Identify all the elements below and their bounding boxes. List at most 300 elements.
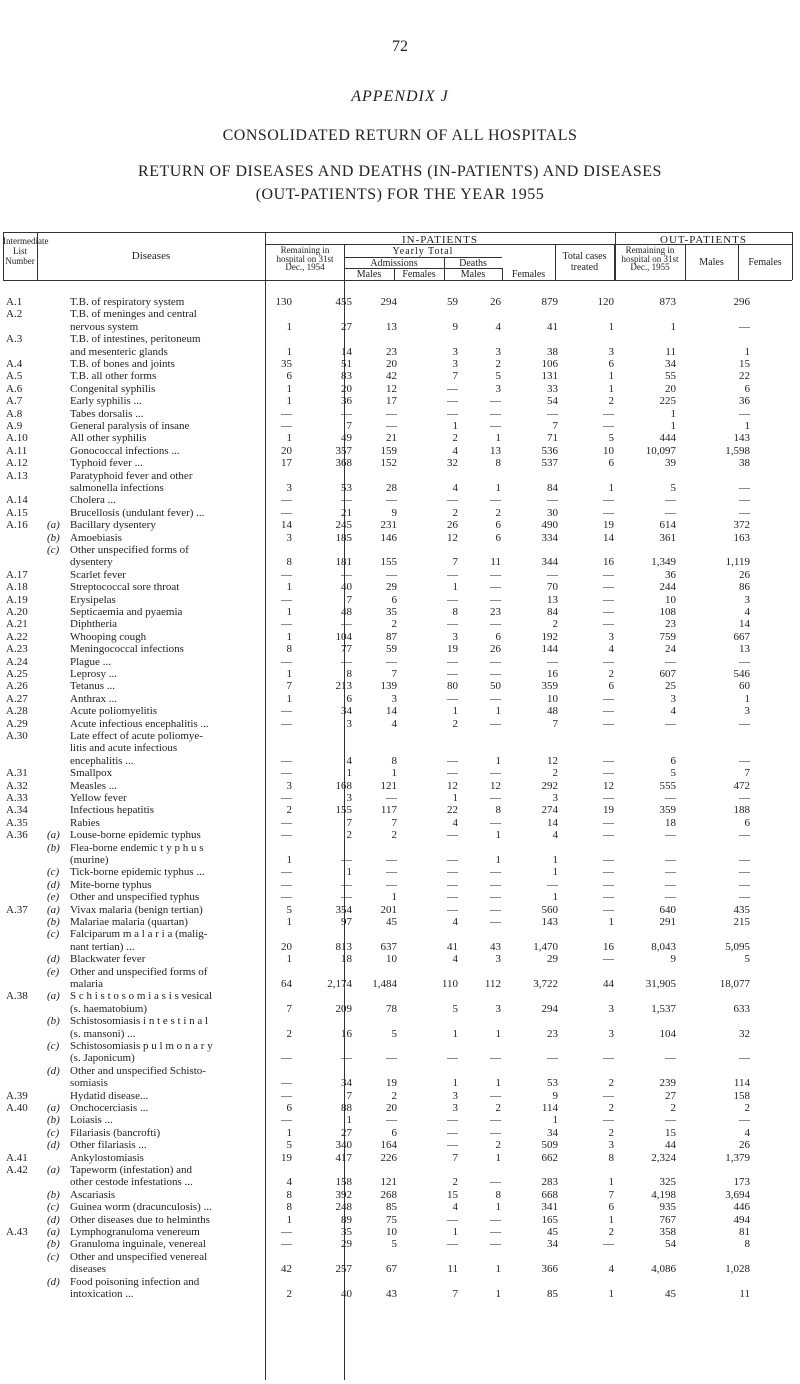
cell-deaths-males: 4 bbox=[452, 1201, 458, 1214]
cell-deaths-females: — bbox=[490, 1126, 501, 1139]
op-males-header: Males bbox=[699, 257, 724, 268]
cell-adm-females: — bbox=[386, 1052, 397, 1065]
row-disease bbox=[70, 1114, 270, 1126]
cell-op-males: 31,905 bbox=[645, 977, 676, 990]
cell-total-treated: 16 bbox=[547, 668, 558, 680]
row-disease bbox=[70, 990, 270, 1015]
cell-adm-males: 35 bbox=[341, 1226, 352, 1238]
cell-adm-males: — bbox=[341, 494, 352, 507]
cell-remaining-1955: 7 bbox=[608, 1188, 614, 1201]
cell-total-treated: 1 bbox=[552, 853, 558, 866]
cell-deaths-males: — bbox=[447, 593, 458, 606]
disease-name-continued: dysentery bbox=[70, 556, 113, 569]
deaths-males-header: Males bbox=[460, 269, 486, 280]
cell-total-treated: 536 bbox=[541, 444, 558, 457]
cell-adm-males: 34 bbox=[341, 705, 352, 718]
cell-adm-males: 77 bbox=[341, 643, 352, 656]
table-row bbox=[0, 1065, 800, 1090]
cell-deaths-females: 1 bbox=[495, 432, 501, 445]
cell-deaths-females: 1 bbox=[495, 1077, 501, 1090]
cell-deaths-females: — bbox=[490, 395, 501, 408]
disease-name: Ankylostomiasis bbox=[70, 1151, 144, 1164]
cell-deaths-females: — bbox=[490, 668, 501, 680]
cell-op-females: 36 bbox=[739, 395, 750, 408]
row-disease bbox=[70, 1214, 270, 1226]
cell-op-males: — bbox=[665, 891, 676, 904]
cell-total-treated: 1,470 bbox=[533, 940, 558, 953]
row-subcode: (a) bbox=[47, 519, 60, 532]
cell-deaths-males: 41 bbox=[447, 940, 458, 953]
cell-adm-females: 75 bbox=[386, 1213, 397, 1226]
cell-remaining-1954: 64 bbox=[281, 977, 292, 990]
cell-remaining-1954: 1 bbox=[286, 1213, 292, 1226]
row-disease bbox=[70, 1250, 270, 1276]
row-disease bbox=[70, 370, 270, 382]
cell-deaths-females: — bbox=[490, 692, 501, 705]
op-females-header: Females bbox=[748, 257, 782, 268]
cell-deaths-females: 8 bbox=[495, 804, 501, 817]
cell-op-females: — bbox=[739, 853, 750, 866]
table-row bbox=[0, 780, 800, 792]
cell-deaths-females: 2 bbox=[495, 1102, 501, 1114]
cell-op-males: 614 bbox=[659, 519, 676, 532]
cell-op-males: 27 bbox=[665, 1089, 676, 1102]
cell-adm-males: 1 bbox=[346, 767, 352, 780]
disease-name: Diphtheria bbox=[70, 618, 118, 631]
cell-adm-males: — bbox=[341, 891, 352, 904]
table-row bbox=[0, 581, 800, 593]
cell-remaining-1954: — bbox=[281, 754, 292, 767]
cell-remaining-1955: 2 bbox=[608, 668, 614, 680]
table-row bbox=[0, 693, 800, 705]
disease-name: Granuloma inguinale, venereal bbox=[70, 1238, 206, 1251]
table-row bbox=[0, 1201, 800, 1213]
disease-name: Hydatid disease... bbox=[70, 1089, 149, 1102]
cell-deaths-males: 4 bbox=[452, 953, 458, 966]
cell-remaining-1954: — bbox=[281, 506, 292, 519]
cell-deaths-males: — bbox=[447, 1052, 458, 1065]
cell-total-treated: — bbox=[547, 568, 558, 581]
cell-deaths-females: 3 bbox=[495, 1002, 501, 1015]
row-code: A.28 bbox=[6, 705, 28, 718]
cell-adm-females: 159 bbox=[380, 444, 397, 457]
cell-adm-males: 3 bbox=[346, 792, 352, 804]
cell-op-females: 173 bbox=[733, 1176, 750, 1189]
cell-deaths-males: 1 bbox=[452, 792, 458, 804]
cell-op-females: 2 bbox=[744, 1102, 750, 1114]
row-code: A.18 bbox=[6, 581, 28, 594]
cell-remaining-1955: — bbox=[603, 829, 614, 842]
cell-adm-males: — bbox=[341, 655, 352, 668]
cell-op-females: — bbox=[739, 754, 750, 767]
row-disease bbox=[70, 841, 270, 866]
table-row bbox=[0, 829, 800, 841]
cell-total-treated: 13 bbox=[547, 593, 558, 606]
cell-total-treated: 3,722 bbox=[533, 977, 558, 990]
cell-adm-females: 4 bbox=[391, 717, 397, 730]
cell-total-treated: 29 bbox=[547, 953, 558, 966]
cell-deaths-females: 23 bbox=[490, 606, 501, 618]
cell-deaths-males: — bbox=[447, 618, 458, 631]
cell-remaining-1955: — bbox=[603, 1114, 614, 1127]
cell-remaining-1955: — bbox=[603, 717, 614, 730]
cell-op-females: 163 bbox=[733, 531, 750, 544]
cell-adm-males: 104 bbox=[335, 630, 352, 643]
cell-op-males: — bbox=[665, 866, 676, 879]
table-row bbox=[0, 1040, 800, 1065]
row-disease bbox=[70, 904, 270, 916]
cell-deaths-males: 80 bbox=[447, 680, 458, 693]
cell-remaining-1954: 1 bbox=[286, 953, 292, 966]
cell-total-treated: 366 bbox=[541, 1263, 558, 1276]
cell-op-females: 1,119 bbox=[725, 556, 750, 569]
cell-adm-males: 7 bbox=[346, 420, 352, 432]
cell-op-males: 4 bbox=[670, 705, 676, 718]
row-code: A.25 bbox=[6, 668, 28, 680]
cell-op-females: 296 bbox=[733, 296, 750, 308]
cell-adm-males: 158 bbox=[335, 1176, 352, 1189]
disease-name: Tetanus ... bbox=[70, 680, 116, 693]
row-disease bbox=[70, 594, 270, 606]
cell-op-females: 5 bbox=[744, 953, 750, 966]
cell-op-males: — bbox=[665, 717, 676, 730]
cell-adm-males: 14 bbox=[341, 345, 352, 358]
row-subcode: (d) bbox=[47, 1213, 60, 1226]
row-subcode: (c) bbox=[47, 866, 60, 879]
cell-op-males: 759 bbox=[659, 630, 676, 643]
cell-remaining-1954: 1 bbox=[286, 853, 292, 866]
row-subcode: (d) bbox=[47, 1064, 60, 1077]
disease-name-continued: intoxication ... bbox=[70, 1287, 134, 1300]
cell-deaths-males: 1 bbox=[452, 581, 458, 594]
cell-remaining-1954: — bbox=[281, 1226, 292, 1238]
cell-adm-males: 7 bbox=[346, 1089, 352, 1102]
cell-remaining-1955: 2 bbox=[608, 395, 614, 408]
cell-deaths-females: 2 bbox=[495, 1139, 501, 1152]
disease-name-continued-2: encephalitis ... bbox=[70, 754, 134, 767]
cell-deaths-females: 3 bbox=[495, 382, 501, 395]
cell-deaths-females: — bbox=[490, 792, 501, 804]
cell-deaths-males: 26 bbox=[447, 519, 458, 532]
disease-name: All other syphilis bbox=[70, 432, 147, 445]
cell-deaths-females: — bbox=[490, 903, 501, 916]
cell-adm-males: 185 bbox=[335, 531, 352, 544]
cell-op-males: 108 bbox=[659, 606, 676, 618]
table-row bbox=[0, 420, 800, 432]
cell-remaining-1955: 2 bbox=[608, 1102, 614, 1114]
cell-op-males: — bbox=[665, 655, 676, 668]
row-disease bbox=[70, 804, 270, 816]
disease-name: Late effect of acute poliomye- bbox=[70, 730, 203, 742]
cell-deaths-females: 3 bbox=[495, 953, 501, 966]
row-disease bbox=[70, 916, 270, 928]
cell-remaining-1955: — bbox=[603, 407, 614, 420]
cell-adm-females: 117 bbox=[380, 804, 397, 817]
cell-op-males: 935 bbox=[659, 1201, 676, 1214]
admissions-header: Admissions bbox=[370, 258, 418, 269]
disease-name: Falciparum m a l a r i a (malig- bbox=[70, 928, 208, 941]
cell-op-females: 7 bbox=[744, 767, 750, 780]
cell-adm-males: 8 bbox=[346, 668, 352, 680]
row-code: A.7 bbox=[6, 395, 23, 408]
cell-remaining-1955: 16 bbox=[603, 556, 614, 569]
disease-name: Scarlet fever bbox=[70, 568, 126, 581]
row-disease bbox=[70, 891, 270, 903]
cell-deaths-males: 1 bbox=[452, 1077, 458, 1090]
cell-op-females: 6 bbox=[744, 816, 750, 829]
table-row bbox=[0, 668, 800, 680]
cell-deaths-males: 22 bbox=[447, 804, 458, 817]
row-disease bbox=[70, 928, 270, 953]
row-subcode: (c) bbox=[47, 1201, 60, 1214]
cell-adm-females: 1 bbox=[391, 891, 397, 904]
cell-op-females: 546 bbox=[733, 668, 750, 680]
cell-deaths-females: — bbox=[490, 1226, 501, 1238]
cell-adm-males: 48 bbox=[341, 606, 352, 618]
row-code: A.13 bbox=[6, 469, 28, 482]
cell-op-males: 23 bbox=[665, 618, 676, 631]
row-subcode: (c) bbox=[47, 928, 60, 941]
row-disease bbox=[70, 668, 270, 680]
cell-op-males: 5 bbox=[670, 481, 676, 494]
row-disease bbox=[70, 965, 270, 990]
cell-deaths-males: — bbox=[447, 829, 458, 842]
row-subcode: (b) bbox=[47, 916, 60, 928]
cell-deaths-females: 50 bbox=[490, 680, 501, 693]
disease-name: Tabes dorsalis ... bbox=[70, 407, 144, 420]
cell-adm-females: 6 bbox=[391, 593, 397, 606]
cell-adm-males: 53 bbox=[341, 481, 352, 494]
row-code: A.27 bbox=[6, 692, 28, 705]
table-row bbox=[0, 631, 800, 643]
cell-remaining-1954: 35 bbox=[281, 358, 292, 370]
cell-deaths-females: — bbox=[490, 717, 501, 730]
cell-adm-females: 146 bbox=[380, 531, 397, 544]
disease-name: Acute poliomyelitis bbox=[70, 705, 158, 718]
cell-total-treated: 3 bbox=[552, 792, 558, 804]
table-row bbox=[0, 507, 800, 519]
cell-adm-females: 5 bbox=[391, 1027, 397, 1040]
cell-remaining-1955: 12 bbox=[603, 779, 614, 792]
cell-adm-females: 8 bbox=[391, 754, 397, 767]
disease-name-continued: and mesenteric glands bbox=[70, 345, 168, 358]
cell-deaths-males: — bbox=[447, 767, 458, 780]
cell-adm-females: 21 bbox=[386, 432, 397, 445]
cell-total-treated: 7 bbox=[552, 420, 558, 432]
row-disease bbox=[70, 767, 270, 779]
cell-deaths-males: — bbox=[447, 1126, 458, 1139]
cell-deaths-females: 43 bbox=[490, 940, 501, 953]
cell-op-females: 4 bbox=[744, 1126, 750, 1139]
cell-remaining-1955: 19 bbox=[603, 804, 614, 817]
cell-op-males: 34 bbox=[665, 358, 676, 370]
cell-total-treated: 294 bbox=[541, 1002, 558, 1015]
cell-op-males: 39 bbox=[665, 457, 676, 470]
cell-adm-males: — bbox=[341, 853, 352, 866]
cell-total-treated: 292 bbox=[541, 779, 558, 792]
cell-op-females: 22 bbox=[739, 370, 750, 383]
cell-adm-males: — bbox=[341, 878, 352, 891]
cell-remaining-1955: 10 bbox=[603, 444, 614, 457]
cell-deaths-females: — bbox=[490, 916, 501, 928]
cell-op-males: 1 bbox=[670, 420, 676, 432]
cell-remaining-1955: 44 bbox=[603, 977, 614, 990]
disease-name: Onchocerciasis ... bbox=[70, 1102, 149, 1114]
cell-deaths-males: 3 bbox=[452, 1102, 458, 1114]
cell-remaining-1954: — bbox=[281, 717, 292, 730]
cell-adm-females: 121 bbox=[380, 1176, 397, 1189]
disease-name-continued: malaria bbox=[70, 977, 103, 990]
cell-remaining-1954: 1 bbox=[286, 382, 292, 395]
cell-adm-females: 5 bbox=[391, 1238, 397, 1251]
cell-remaining-1955: 1 bbox=[608, 1176, 614, 1189]
cell-deaths-males: 19 bbox=[447, 643, 458, 656]
cell-total-treated: 33 bbox=[547, 382, 558, 395]
disease-name: Bacillary dysentery bbox=[70, 519, 156, 532]
cell-adm-males: 3 bbox=[346, 717, 352, 730]
table-row bbox=[0, 1114, 800, 1126]
table-row bbox=[0, 1238, 800, 1250]
cell-remaining-1955: 3 bbox=[608, 345, 614, 358]
disease-name-continued: (s. mansoni) ... bbox=[70, 1027, 136, 1040]
row-code: A.5 bbox=[6, 370, 23, 383]
cell-remaining-1954: — bbox=[281, 816, 292, 829]
row-code: A.26 bbox=[6, 680, 28, 693]
cell-adm-males: 97 bbox=[341, 916, 352, 928]
cell-deaths-males: — bbox=[447, 655, 458, 668]
disease-name: Rabies bbox=[70, 816, 100, 829]
cell-op-males: 239 bbox=[659, 1077, 676, 1090]
cell-deaths-females: — bbox=[490, 816, 501, 829]
disease-name-continued: salmonella infections bbox=[70, 481, 164, 494]
row-disease bbox=[70, 1090, 270, 1102]
row-disease bbox=[70, 395, 270, 407]
row-disease bbox=[70, 1127, 270, 1139]
row-subcode: (d) bbox=[47, 1275, 60, 1288]
cell-remaining-1954: 3 bbox=[286, 531, 292, 544]
cell-op-males: 10 bbox=[665, 593, 676, 606]
cell-remaining-1954: 130 bbox=[275, 296, 292, 308]
cell-remaining-1955: — bbox=[603, 581, 614, 594]
row-code: A.29 bbox=[6, 717, 28, 730]
cell-remaining-1954: 1 bbox=[286, 345, 292, 358]
cell-total-treated: 1 bbox=[552, 1114, 558, 1127]
cell-op-males: 444 bbox=[659, 432, 676, 445]
table-row bbox=[0, 866, 800, 878]
disease-name: Streptococcal sore throat bbox=[70, 581, 180, 594]
cell-total-treated: — bbox=[547, 878, 558, 891]
cell-total-treated: 7 bbox=[552, 717, 558, 730]
cell-deaths-females: — bbox=[490, 581, 501, 594]
table-row bbox=[0, 358, 800, 370]
cell-adm-females: 20 bbox=[386, 1102, 397, 1114]
cell-op-females: 1,028 bbox=[725, 1263, 750, 1276]
disease-name: Flea-borne endemic t y p h u s bbox=[70, 841, 204, 854]
cell-adm-females: 6 bbox=[391, 1126, 397, 1139]
cell-total-treated: 14 bbox=[547, 816, 558, 829]
row-subcode: (c) bbox=[47, 1250, 60, 1263]
cell-total-treated: 84 bbox=[547, 606, 558, 618]
disease-name: Erysipelas bbox=[70, 593, 116, 606]
cell-adm-females: — bbox=[386, 655, 397, 668]
cell-op-males: — bbox=[665, 829, 676, 842]
cell-op-females: — bbox=[739, 320, 750, 333]
cell-deaths-males: 32 bbox=[447, 457, 458, 470]
cell-total-treated: 490 bbox=[541, 519, 558, 532]
table-row bbox=[0, 1015, 800, 1040]
cell-remaining-1955: — bbox=[603, 494, 614, 507]
cell-deaths-males: — bbox=[447, 891, 458, 904]
cell-deaths-males: 7 bbox=[452, 1151, 458, 1164]
cell-op-males: 54 bbox=[665, 1238, 676, 1251]
cell-remaining-1954: — bbox=[281, 593, 292, 606]
row-code: A.34 bbox=[6, 804, 28, 817]
cell-deaths-males: — bbox=[447, 395, 458, 408]
cell-remaining-1954: 4 bbox=[286, 1176, 292, 1189]
cell-adm-males: 813 bbox=[335, 940, 352, 953]
cell-total-treated: 71 bbox=[547, 432, 558, 445]
row-subcode: (a) bbox=[47, 1164, 60, 1176]
row-subcode: (a) bbox=[47, 903, 60, 916]
cell-op-males: 555 bbox=[659, 779, 676, 792]
table-row bbox=[0, 470, 800, 495]
row-disease bbox=[70, 457, 270, 469]
cell-op-males: — bbox=[665, 1052, 676, 1065]
cell-deaths-females: — bbox=[490, 767, 501, 780]
cell-deaths-males: 7 bbox=[452, 1287, 458, 1300]
disease-name: Amoebiasis bbox=[70, 531, 122, 544]
cell-remaining-1954: 1 bbox=[286, 395, 292, 408]
cell-remaining-1954: 2 bbox=[286, 1287, 292, 1300]
cell-remaining-1955: — bbox=[603, 618, 614, 631]
disease-name: Infectious hepatitis bbox=[70, 804, 155, 817]
table-row bbox=[0, 1226, 800, 1238]
cell-adm-males: 354 bbox=[335, 903, 352, 916]
disease-name: Other and unspecified venereal bbox=[70, 1250, 208, 1263]
cell-adm-females: 268 bbox=[380, 1188, 397, 1201]
row-subcode: (a) bbox=[47, 1102, 60, 1114]
row-subcode: (b) bbox=[47, 1015, 60, 1028]
cell-deaths-females: 8 bbox=[495, 457, 501, 470]
disease-name: Plague ... bbox=[70, 655, 111, 668]
table-row bbox=[0, 953, 800, 965]
cell-op-males: 358 bbox=[659, 1226, 676, 1238]
disease-name: Smallpox bbox=[70, 767, 113, 780]
cell-deaths-males: 4 bbox=[452, 481, 458, 494]
row-code: A.21 bbox=[6, 618, 28, 631]
cell-remaining-1954: — bbox=[281, 1114, 292, 1127]
row-disease bbox=[70, 693, 270, 705]
cell-op-females: — bbox=[739, 494, 750, 507]
cell-remaining-1954: — bbox=[281, 655, 292, 668]
row-disease bbox=[70, 705, 270, 717]
cell-remaining-1954: — bbox=[281, 568, 292, 581]
disease-name-continued: diseases bbox=[70, 1263, 107, 1276]
cell-remaining-1955: 14 bbox=[603, 531, 614, 544]
disease-name: Other and unspecified forms of bbox=[70, 965, 208, 978]
remaining-1955-header: Remaining in hospital on 31st Dec., 1955 bbox=[621, 245, 679, 272]
rule-v12 bbox=[738, 244, 739, 280]
cell-adm-males: 88 bbox=[341, 1102, 352, 1114]
cell-adm-males: 209 bbox=[335, 1002, 352, 1015]
row-subcode: (b) bbox=[47, 1188, 60, 1201]
row-subcode: (c) bbox=[47, 1126, 60, 1139]
disease-name: Food poisoning infection and bbox=[70, 1275, 200, 1288]
cell-adm-females: 43 bbox=[386, 1287, 397, 1300]
cell-adm-females: 7 bbox=[391, 668, 397, 680]
row-code: A.14 bbox=[6, 494, 28, 507]
cell-adm-males: 18 bbox=[341, 953, 352, 966]
